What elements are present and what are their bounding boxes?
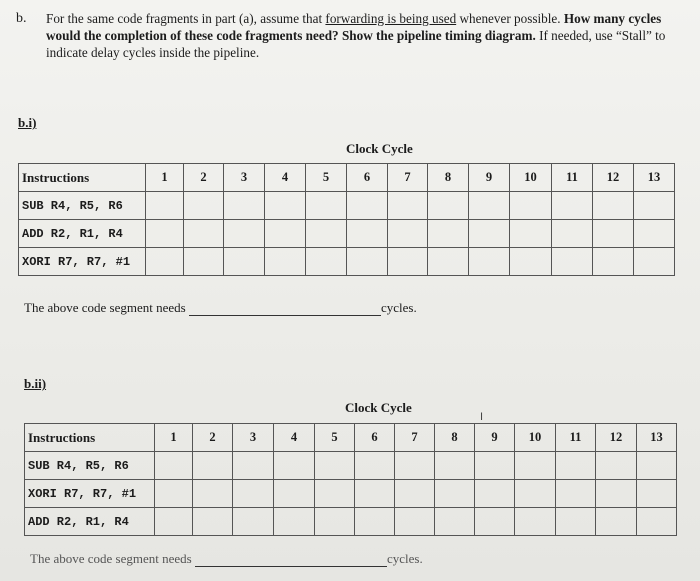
stage-cell[interactable] [435,508,475,536]
cycle-number-7: 7 [395,424,435,452]
answer-blank-bi[interactable] [189,303,381,316]
stage-cell[interactable] [469,192,510,220]
table-row [25,480,677,508]
timing-table-bi [18,163,675,276]
stage-cell[interactable] [155,480,193,508]
stage-cell[interactable] [515,480,556,508]
stage-cell[interactable] [552,220,593,248]
table-header-row [25,424,677,452]
timing-table-bii [24,423,677,536]
stage-cell[interactable] [155,452,193,480]
cycle-number-13: 13 [637,424,677,452]
stage-cell[interactable] [347,192,388,220]
stage-cell[interactable] [634,192,675,220]
instruction-cell: SUB R4, R5, R6 [19,192,146,220]
stage-cell[interactable] [596,508,637,536]
stage-cell[interactable] [347,220,388,248]
stage-cell[interactable] [510,192,552,220]
stage-cell[interactable] [510,220,552,248]
clock-cycle-label-bi: Clock Cycle [346,141,413,156]
instruction-cell: SUB R4, R5, R6 [25,452,155,480]
table-row [25,508,677,536]
stage-cell[interactable] [146,192,184,220]
instruction-cell: XORI R7, R7, #1 [25,480,155,508]
stage-cell[interactable] [224,248,265,276]
stage-cell[interactable] [556,480,596,508]
cycle-number-1: 1 [155,424,193,452]
table-header-row [19,164,675,192]
cycle-number-8: 8 [435,424,475,452]
stage-cell[interactable] [637,452,677,480]
stage-cell[interactable] [556,508,596,536]
cycle-number-10: 10 [510,164,552,192]
stage-cell[interactable] [435,480,475,508]
stage-cell[interactable] [233,480,274,508]
underlined-phrase: forwarding is being used [325,11,457,26]
stage-cell[interactable] [274,508,315,536]
stage-cell[interactable] [315,452,355,480]
cycle-number-3: 3 [233,424,274,452]
cycle-number-13: 13 [634,164,675,192]
stage-cell[interactable] [388,192,428,220]
cycle-number-2: 2 [193,424,233,452]
table-row [19,248,675,276]
stage-cell[interactable] [355,508,395,536]
bold-instruction: How many cycles would the completion of these code fragments need? Show the pipeline timing diagram. [46,11,662,43]
stage-cell[interactable] [274,452,315,480]
cycle-number-10: 10 [515,424,556,452]
stage-cell[interactable] [593,220,634,248]
stage-cell[interactable] [428,220,469,248]
stage-cell[interactable] [224,192,265,220]
instruction-cell: ADD R2, R1, R4 [25,508,155,536]
stage-cell[interactable] [395,480,435,508]
stage-cell[interactable] [224,220,265,248]
section-label-bi: b.i) [18,115,37,130]
stage-cell[interactable] [306,248,347,276]
instructions-header: Instructions [19,164,146,192]
cycle-number-6: 6 [355,424,395,452]
stage-cell[interactable] [193,480,233,508]
stage-cell[interactable] [265,192,306,220]
stage-cell[interactable] [306,192,347,220]
instruction-cell: XORI R7, R7, #1 [19,248,146,276]
stage-cell[interactable] [556,452,596,480]
clock-cycle-label-bii: Clock Cycle [345,400,412,415]
table-row [19,192,675,220]
stage-cell[interactable] [315,480,355,508]
cycle-number-12: 12 [593,164,634,192]
stage-cell[interactable] [265,248,306,276]
stage-cell[interactable] [274,480,315,508]
cycle-number-9: 9 [469,164,510,192]
cycle-number-12: 12 [596,424,637,452]
stage-cell[interactable] [634,220,675,248]
stage-cell[interactable] [395,508,435,536]
cycle-number-5: 5 [315,424,355,452]
cycle-number-9: 9 [475,424,515,452]
stage-cell[interactable] [315,508,355,536]
stage-cell[interactable] [593,192,634,220]
stage-cell[interactable] [475,480,515,508]
question-text: For the same code fragments in part (a), assume that forwarding is being used whenever possible. How many cycles would the completion of these code fragments need? Show the pipeline timing diagram. If needed, use “Stall” to indicate delay cycles inside the pipeline. [46,11,666,60]
stage-cell[interactable] [265,220,306,248]
stage-cell[interactable] [146,248,184,276]
cycle-number-11: 11 [556,424,596,452]
stage-cell[interactable] [634,248,675,276]
stage-cell[interactable] [388,220,428,248]
stage-cell[interactable] [475,508,515,536]
stage-cell[interactable] [593,248,634,276]
stage-cell[interactable] [233,508,274,536]
cycle-number-1: 1 [146,164,184,192]
stage-cell[interactable] [184,192,224,220]
cycle-number-4: 4 [274,424,315,452]
stage-cell[interactable] [637,508,677,536]
stage-cell[interactable] [552,248,593,276]
instruction-cell: ADD R2, R1, R4 [19,220,146,248]
answer-line-bii: The above code segment needs cycles. [30,551,423,566]
stage-cell[interactable] [395,452,435,480]
stage-cell[interactable] [193,452,233,480]
cycle-number-7: 7 [388,164,428,192]
section-label-bii: b.ii) [24,376,47,391]
stage-cell[interactable] [510,248,552,276]
instructions-header: Instructions [25,424,155,452]
stage-cell[interactable] [184,248,224,276]
stage-cell[interactable] [552,192,593,220]
stage-cell[interactable] [388,248,428,276]
cycle-number-5: 5 [306,164,347,192]
stage-cell[interactable] [435,452,475,480]
stage-cell[interactable] [515,508,556,536]
stage-cell[interactable] [347,248,388,276]
stage-cell[interactable] [515,452,556,480]
stage-cell[interactable] [596,452,637,480]
cycle-number-8: 8 [428,164,469,192]
stage-cell[interactable] [596,480,637,508]
stage-cell[interactable] [355,480,395,508]
answer-line-bi: The above code segment needs cycles. [24,300,417,315]
stage-cell[interactable] [469,248,510,276]
stage-cell[interactable] [428,192,469,220]
cycle-number-2: 2 [184,164,224,192]
stage-cell[interactable] [184,220,224,248]
stage-cell[interactable] [475,452,515,480]
stage-cell[interactable] [155,508,193,536]
table-row [25,452,677,480]
stage-cell[interactable] [193,508,233,536]
stage-cell[interactable] [233,452,274,480]
stage-cell[interactable] [146,220,184,248]
cycle-number-3: 3 [224,164,265,192]
answer-blank-bii[interactable] [195,554,387,567]
stage-cell[interactable] [469,220,510,248]
stage-cell[interactable] [306,220,347,248]
stage-cell[interactable] [637,480,677,508]
question-number: b. [16,11,27,26]
cursor-mark: I [480,411,484,423]
cycle-number-4: 4 [265,164,306,192]
cycle-number-6: 6 [347,164,388,192]
stage-cell[interactable] [355,452,395,480]
cycle-number-11: 11 [552,164,593,192]
table-row [19,220,675,248]
stage-cell[interactable] [428,248,469,276]
